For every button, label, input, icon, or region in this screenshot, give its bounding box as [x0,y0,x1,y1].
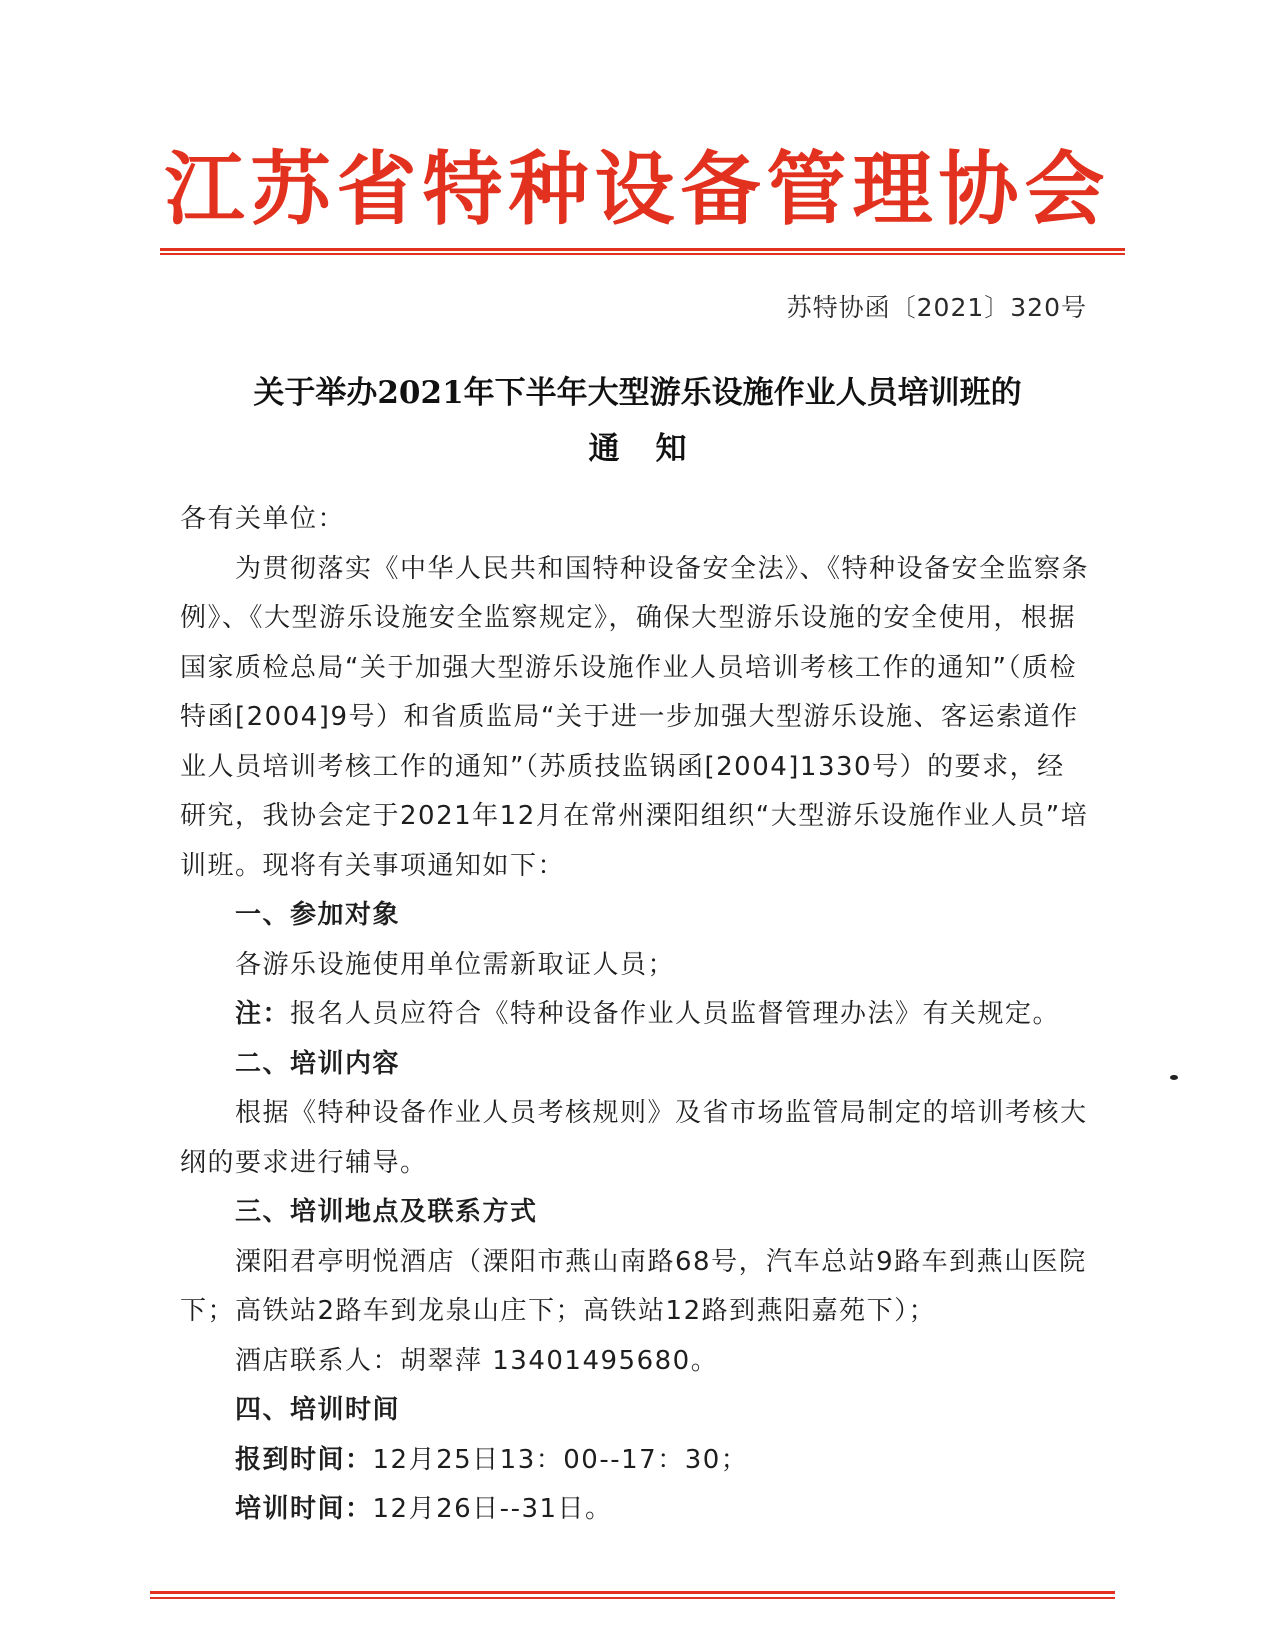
section-1-heading: 一、参加对象 [235,900,401,930]
document-body [180,495,1090,1535]
checkin-time [180,1436,1090,1486]
header-rule-thin [160,253,1125,255]
footer-rule-thick [150,1591,1115,1594]
section-2-heading: 二、培训内容 [235,1048,401,1079]
section-3-text: 溧阳君亭明悦酒店（溧阳市燕山南路68号，汽车总站9路车到燕山医院下；高铁站2路车到龙泉山庄下；高铁站12路到燕阳嘉苑下）； [180,1246,1087,1326]
intro-paragraph: 为贯彻落实《中华人民共和国特种设备安全法》、《特种设备安全监察条例》、《大型游乐设施安全监察规定》，确保大型游乐设施的安全使用，根据国家质检总局“关于加强大型游乐设施作业人员培训考核工作的通知”（质检特函[2004]9号）和省质监局“关于进一步加强大型游乐设施、客运索道作业人员培训考核工作的通知”（苏质技监锅函[2004]1330号）的要求，经研究，我协会定于2021年12月在常州溧阳组织“大型游乐设施作业人员”培训班。现将有关事项通知如下： [180,553,1090,881]
training-value: 12月26日--31日。 [372,1494,613,1524]
title-line-2: 通知 [588,431,723,467]
checkin-value: 12月25日13：00--17：30； [372,1444,749,1475]
section-1-text: 各游乐设施使用单位需新取证人员； [235,949,676,980]
document-title [0,365,1275,477]
scan-speck [1170,1075,1178,1080]
organization-header: 江苏省特种设备管理协会 [164,143,1111,236]
section-3-contact: 酒店联系人：胡翠萍 13401495680。 [235,1345,719,1376]
training-label: 培训时间： [235,1494,373,1524]
training-time [180,1485,1090,1535]
section-3-heading: 三、培训地点及联系方式 [235,1197,538,1227]
section-4-heading: 四、培训时间 [235,1395,401,1425]
footer-rule-thin [150,1597,1115,1599]
checkin-label: 报到时间： [235,1444,373,1475]
title-line-1: 关于举办2021年下半年大型游乐设施作业人员培训班的 [253,375,1022,411]
note-label: 注： [235,999,291,1029]
section-2-text: 根据《特种设备作业人员考核规则》及省市场监管局制定的培训考核大纲的要求进行辅导。 [180,1098,1088,1178]
salutation: 各有关单位： [180,504,346,534]
header-rule-thick [160,248,1125,251]
note-text: 报名人员应符合《特种设备作业人员监督管理办法》有关规定。 [290,999,1061,1029]
section-1-note [180,990,1090,1040]
document-number: 苏特协函〔2021〕320号 [786,293,1087,322]
